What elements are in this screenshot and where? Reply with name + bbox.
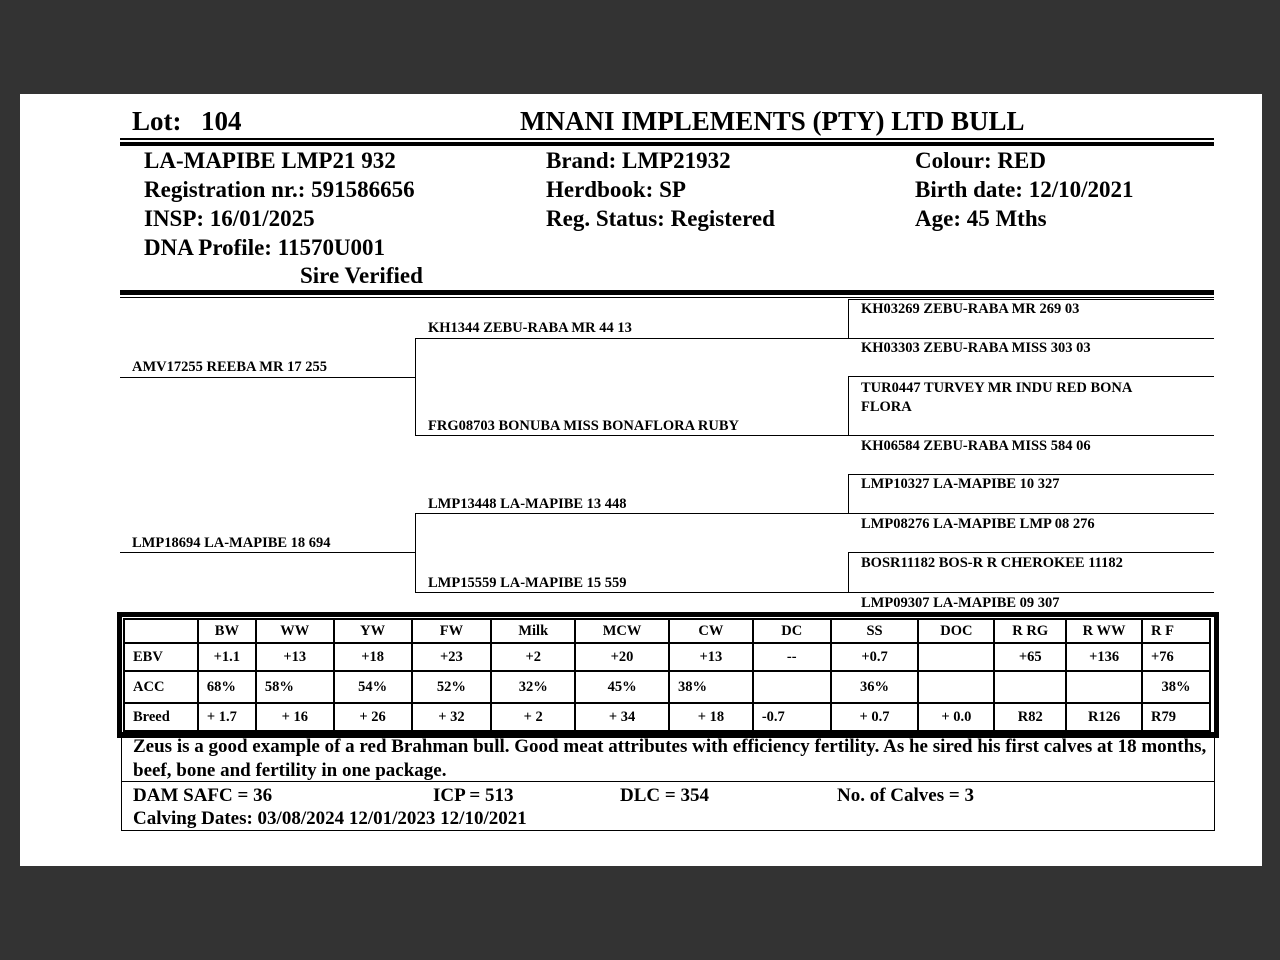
pedigree-line — [415, 592, 848, 593]
acc-cell — [1066, 671, 1142, 703]
sire-dam-name: FRG08703 BONUBA MISS BONAFLORA RUBY — [428, 418, 739, 434]
ebv-cell: +65 — [994, 643, 1066, 671]
g3-name: FLORA — [861, 399, 912, 415]
dam-safc: DAM SAFC = 36 — [133, 785, 273, 806]
acc-cell — [753, 671, 831, 703]
breed-cell: + 0.0 — [918, 703, 994, 731]
ebv-header-cell: R RG — [994, 619, 1066, 643]
info-rule-thick — [120, 290, 1214, 295]
acc-cell: 32% — [491, 671, 575, 703]
breed-cell: -0.7 — [753, 703, 831, 731]
description-text: Zeus is a good example of a red Brahman bull. Good meat attributes with efficiency fertility. As he sired his first calves at 18 months, beef, bone and fertility in one package. — [133, 736, 1207, 781]
ebv-cell: +136 — [1066, 643, 1142, 671]
age: Age: 45 Mths — [915, 206, 1047, 231]
ebv-cell: +76 — [1142, 643, 1210, 671]
dlc: DLC = 354 — [620, 785, 709, 806]
ebv-header-cell: DC — [753, 619, 831, 643]
ebv-row — [124, 643, 1210, 671]
ebv-cell: +1.1 — [198, 643, 256, 671]
acc-cell: 38% — [669, 671, 753, 703]
animal-name: LA-MAPIBE LMP21 932 — [144, 148, 396, 173]
g3-name: KH03269 ZEBU-RABA MR 269 03 — [861, 301, 1080, 317]
g3-name: LMP09307 LA-MAPIBE 09 307 — [861, 595, 1060, 611]
acc-cell: 38% — [1142, 671, 1210, 703]
pedigree-line — [848, 338, 1214, 339]
acc-cell: 52% — [412, 671, 492, 703]
calving-dates: Calving Dates: 03/08/2024 12/01/2023 12/10/2021 — [133, 808, 527, 829]
lot-label: Lot: — [132, 106, 182, 136]
ebv-cell: +13 — [669, 643, 753, 671]
ebv-header-cell: R F — [1142, 619, 1210, 643]
pedigree-line — [848, 474, 849, 513]
g3-name: LMP08276 LA-MAPIBE LMP 08 276 — [861, 516, 1095, 532]
pedigree-line — [415, 435, 848, 436]
registration-number: Registration nr.: 591586656 — [144, 177, 415, 202]
description-box — [121, 732, 1215, 782]
breed-cell: R79 — [1142, 703, 1210, 731]
number-of-calves: No. of Calves = 3 — [837, 785, 974, 806]
pedigree-line — [848, 552, 849, 592]
pedigree-line — [848, 376, 849, 435]
pedigree-line — [415, 513, 416, 592]
breed-cell: + 32 — [412, 703, 492, 731]
g3-name: KH03303 ZEBU-RABA MISS 303 03 — [861, 340, 1091, 356]
ebv-cell — [918, 643, 994, 671]
colour: Colour: RED — [915, 148, 1046, 173]
ebv-header-row — [124, 619, 1210, 643]
pedigree-line — [848, 513, 1214, 514]
breed-cell: + 18 — [669, 703, 753, 731]
ebv-cell: +13 — [256, 643, 334, 671]
pedigree-line — [848, 592, 1214, 593]
sire-sire-name: KH1344 ZEBU-RABA MR 44 13 — [428, 320, 632, 336]
header-rule-thin — [120, 138, 1214, 140]
dna-profile: DNA Profile: 11570U001 — [144, 235, 386, 260]
breed-cell: + 16 — [256, 703, 334, 731]
ebv-header-cell — [124, 619, 198, 643]
acc-row-label: ACC — [124, 671, 198, 703]
dam-sire-name: LMP13448 LA-MAPIBE 13 448 — [428, 496, 627, 512]
g3-name: BOSR11182 BOS-R R CHEROKEE 11182 — [861, 555, 1123, 571]
ebv-header-cell: CW — [669, 619, 753, 643]
lot-number: 104 — [201, 106, 242, 136]
acc-cell: 68% — [198, 671, 256, 703]
g3-name: KH06584 ZEBU-RABA MISS 584 06 — [861, 438, 1091, 454]
g3-name: LMP10327 LA-MAPIBE 10 327 — [861, 476, 1060, 492]
herdbook: Herdbook: SP — [546, 177, 686, 202]
ebv-header-cell: Milk — [491, 619, 575, 643]
pedigree-line — [415, 513, 848, 514]
pedigree-line — [415, 338, 848, 339]
pedigree-line — [848, 474, 1214, 475]
breed-row-label: Breed — [124, 703, 198, 731]
ebv-header-cell: MCW — [575, 619, 669, 643]
ebv-cell: +18 — [334, 643, 412, 671]
ebv-header-cell: BW — [198, 619, 256, 643]
ebv-cell: -- — [753, 643, 831, 671]
ebv-cell: +2 — [491, 643, 575, 671]
pedigree-line — [120, 377, 415, 378]
breed-cell: + 34 — [575, 703, 669, 731]
ebv-header-cell: FW — [412, 619, 492, 643]
acc-cell — [918, 671, 994, 703]
sire-verified: Sire Verified — [300, 263, 423, 288]
acc-cell: 45% — [575, 671, 669, 703]
breed-cell: R126 — [1066, 703, 1142, 731]
pedigree-line — [848, 299, 849, 338]
pedigree-line — [415, 338, 416, 435]
ebv-cell: +20 — [575, 643, 669, 671]
sire-name: AMV17255 REEBA MR 17 255 — [132, 359, 327, 375]
breed-cell: + 26 — [334, 703, 412, 731]
catalogue-page — [20, 94, 1262, 866]
pedigree-line — [848, 376, 1214, 377]
g3-name: TUR0447 TURVEY MR INDU RED BONA — [861, 380, 1133, 396]
breed-cell: + 0.7 — [831, 703, 919, 731]
breed-row — [124, 703, 1210, 731]
ebv-cell: +0.7 — [831, 643, 919, 671]
acc-cell: 54% — [334, 671, 412, 703]
birth-date: Birth date: 12/10/2021 — [915, 177, 1134, 202]
ebv-header-cell: SS — [831, 619, 919, 643]
header-rule-thick — [120, 142, 1214, 146]
breed-cell: R82 — [994, 703, 1066, 731]
ebv-table — [123, 618, 1211, 732]
ebv-row-label: EBV — [124, 643, 198, 671]
acc-cell: 36% — [831, 671, 919, 703]
brand: Brand: LMP21932 — [546, 148, 731, 173]
acc-cell: 58% — [256, 671, 334, 703]
pedigree-line — [848, 299, 1214, 300]
pedigree-line — [848, 435, 1214, 436]
ebv-header-cell: YW — [334, 619, 412, 643]
pedigree-line — [848, 552, 1214, 553]
ebv-header-cell: R WW — [1066, 619, 1142, 643]
acc-cell — [994, 671, 1066, 703]
seller-title: MNANI IMPLEMENTS (PTY) LTD BULL — [520, 106, 1025, 136]
acc-row — [124, 671, 1210, 703]
inspection-date: INSP: 16/01/2025 — [144, 206, 315, 231]
dam-name: LMP18694 LA-MAPIBE 18 694 — [132, 535, 331, 551]
registration-status: Reg. Status: Registered — [546, 206, 775, 231]
breed-cell: + 2 — [491, 703, 575, 731]
footer-box — [121, 781, 1215, 831]
ebv-cell: +23 — [412, 643, 492, 671]
dam-dam-name: LMP15559 LA-MAPIBE 15 559 — [428, 575, 627, 591]
ebv-header-cell: DOC — [918, 619, 994, 643]
ebv-header-cell: WW — [256, 619, 334, 643]
breed-cell: + 1.7 — [198, 703, 256, 731]
info-rule-thin — [120, 297, 1214, 298]
icp: ICP = 513 — [433, 785, 514, 806]
pedigree-line — [120, 552, 415, 553]
